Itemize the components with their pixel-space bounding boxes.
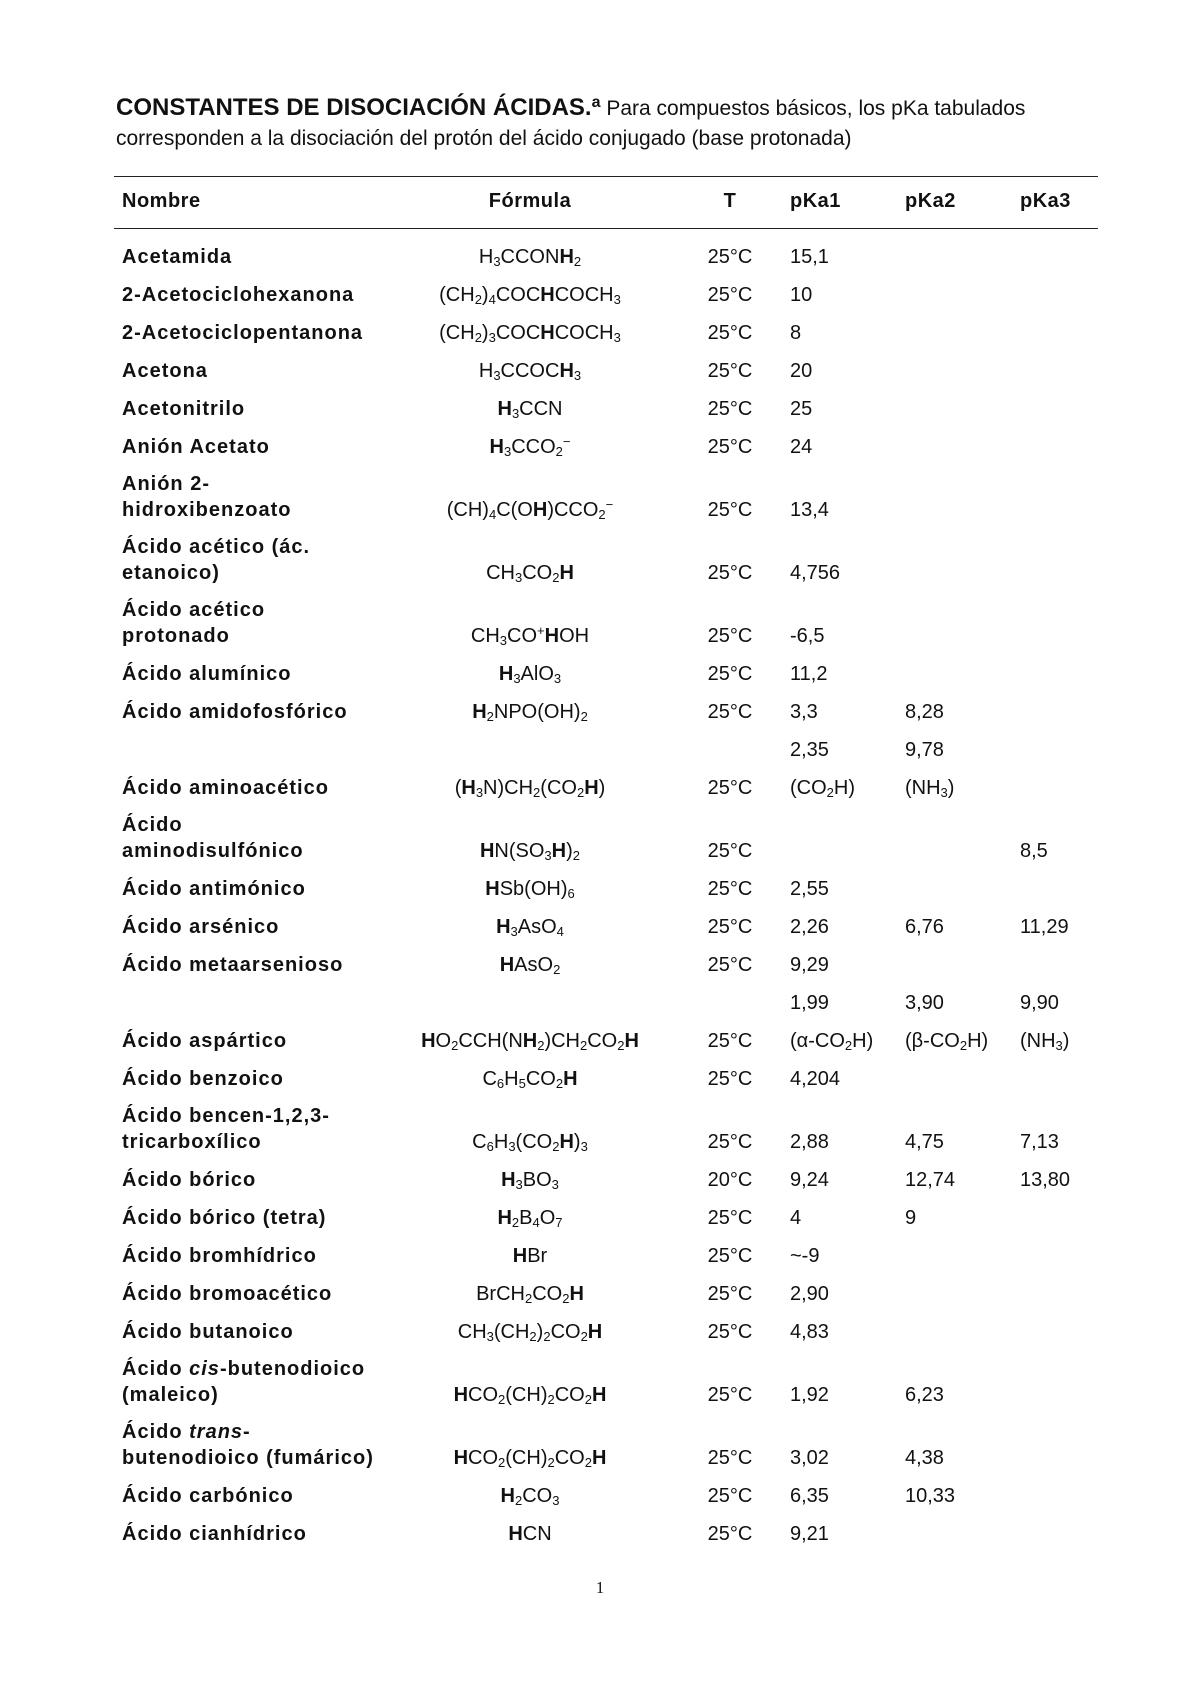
pka1-cell: 2,26 [790,916,829,938]
pka1-cell: 1,99 [790,992,829,1014]
pka1-cell: 4,83 [790,1321,829,1343]
table-row [0,870,1200,908]
table-row [0,1161,1200,1199]
compound-name: Ácido benzoico [122,1068,284,1090]
temperature-cell: 25°C [707,246,753,268]
temperature-cell: 25°C [707,1485,753,1507]
temperature-cell: 25°C [707,1245,753,1267]
compound-name: Ácido cianhídrico [122,1523,307,1545]
compound-formula: $HCO_2(CH)_2CO_2H$ [453,1384,607,1407]
compound-formula: $H_3CCO_2^-$ [489,434,571,459]
pka1-cell: 9,29 [790,954,829,976]
compound-name: Ácido alumínico [122,663,292,685]
compound-formula: $(CH_2)_3COCHCOCH_3$ [439,322,621,345]
temperature-cell: 25°C [707,625,753,647]
pka2-cell: 4,38 [905,1447,944,1469]
table-row [0,390,1200,428]
table-row [0,1237,1200,1275]
pka1-cell: $(\alpha-CO_2H)$ [790,1030,874,1053]
compound-formula: HBr [512,1245,548,1267]
table-row [0,1199,1200,1237]
compound-name: Ácido aminodisulfónico [122,814,304,862]
compound-name: Ácido carbónico [122,1485,294,1507]
pka2-cell: 3,90 [905,992,944,1014]
compound-formula: $H_2B_4O_7$ [497,1207,563,1230]
column-header-pka3: pKa3 [1020,190,1071,212]
compound-formula: $CH_3(CH_2)_2CO_2H$ [457,1321,603,1344]
temperature-cell: 25°C [707,1131,753,1153]
pka3-cell: 7,13 [1020,1131,1059,1153]
compound-name: Ácido cis-butenodioico (maleico) [122,1358,366,1406]
compound-name: Ácido acético protonado [122,599,266,647]
temperature-cell: 25°C [707,1030,753,1052]
compound-name: Ácido bromoacético [122,1283,333,1305]
pka1-cell: 20 [790,360,813,382]
pka1-cell: 4 [790,1207,802,1229]
temperature-cell: 25°C [707,1068,753,1090]
compound-formula: $H_3CCN$ [497,398,563,421]
compound-formula: $(CH)_4C(OH)CCO_2^-$ [446,497,614,522]
pka3-cell: 13,80 [1020,1169,1071,1191]
table-row [0,1313,1200,1351]
pka3-cell: $(NH_3)$ [1020,1030,1070,1053]
heading-footnote-mark: a [591,94,601,111]
temperature-cell: 25°C [707,916,753,938]
pka1-cell: $(CO_2H)$ [790,777,856,800]
pka1-cell: 2,88 [790,1131,829,1153]
compound-formula: $H_2NPO(OH)_2$ [472,701,588,724]
acid-table-body [0,238,1200,1553]
pka1-cell: -6,5 [790,625,825,647]
compound-name: 2-Acetociclohexanona [122,284,355,306]
compound-name: 2-Acetociclopentanona [122,322,364,344]
temperature-cell: 25°C [707,398,753,420]
compound-formula: $HN(SO_3H)_2$ [479,840,581,863]
table-row [0,769,1200,807]
table-row [0,529,1200,592]
compound-name: Ácido bencen-1,2,3- tricarboxílico [122,1105,330,1153]
pka1-cell: 1,92 [790,1384,829,1406]
pka2-cell: 6,23 [905,1384,944,1406]
compound-formula: $HO_2CCH(NH_2)CH_2CO_2H$ [421,1030,639,1053]
pka1-cell: 9,24 [790,1169,829,1191]
table-top-rule [114,176,1098,177]
pka1-cell: 13,4 [790,499,829,521]
page-number: 1 [595,1578,605,1597]
table-row [0,1098,1200,1161]
compound-formula: $H_3AlO_3$ [498,663,562,686]
compound-name: Ácido acético (ác. etanoico) [122,536,311,584]
table-row [0,238,1200,276]
table-row [0,466,1200,529]
compound-name: Acetonitrilo [122,398,246,420]
pka1-cell: 9,21 [790,1523,829,1545]
compound-name: Ácido arsénico [122,916,280,938]
pka2-cell: 4,75 [905,1131,944,1153]
table-row [0,1351,1200,1414]
temperature-cell: 25°C [707,1321,753,1343]
compound-name: Ácido butanoico [122,1321,294,1343]
compound-formula: $H_3CCONH_2$ [478,246,582,269]
pka1-cell: 2,90 [790,1283,829,1305]
pka2-cell: 12,74 [905,1169,956,1191]
table-row [0,693,1200,731]
compound-name: Ácido aminoacético [122,777,329,799]
compound-name: Ácido trans- butenodioico (fumárico) [122,1421,374,1469]
compound-formula: $H_2CO_3$ [500,1485,560,1508]
compound-name: Acetamida [122,246,233,268]
pka1-cell: 2,35 [790,739,829,761]
pka1-cell: 4,756 [790,562,841,584]
pka2-cell: 8,28 [905,701,944,723]
table-row [0,946,1200,984]
compound-formula: HCN [508,1523,552,1545]
heading-title: CONSTANTES DE DISOCIACIÓN ÁCIDAS. [116,94,592,121]
pka1-cell: 3,3 [790,701,818,723]
pka1-cell: 8 [790,322,802,344]
compound-name: Ácido bromhídrico [122,1245,317,1267]
pka2-cell: $(\beta-CO_2H)$ [905,1030,989,1053]
table-row [0,731,1200,769]
column-header-name: Nombre [122,190,201,212]
compound-formula: $BrCH_2CO_2H$ [476,1283,584,1306]
compound-formula: $(H_3N)CH_2(CO_2H)$ [454,777,606,800]
pka1-cell: 3,02 [790,1447,829,1469]
temperature-cell: 25°C [707,954,753,976]
temperature-cell: 25°C [707,499,753,521]
pka1-cell: ~-9 [790,1245,820,1267]
pka1-cell: 25 [790,398,813,420]
table-row [0,908,1200,946]
temperature-cell: 25°C [707,562,753,584]
table-row [0,276,1200,314]
compound-formula: $H_3CCOCH_3$ [478,360,582,383]
pka3-cell: 8,5 [1020,840,1048,862]
compound-formula: $C_6H_5CO_2H$ [482,1068,578,1091]
table-row [0,655,1200,693]
pka1-cell: 6,35 [790,1485,829,1507]
temperature-cell: 25°C [707,701,753,723]
pka2-cell: 9 [905,1207,917,1229]
pka3-cell: 9,90 [1020,992,1059,1014]
compound-name: Ácido amidofosfórico [122,701,348,723]
pka2-cell: 6,76 [905,916,944,938]
table-row [0,592,1200,655]
temperature-cell: 20°C [707,1169,753,1191]
compound-name: Ácido bórico (tetra) [122,1207,327,1229]
compound-formula: $CH_3CO^+HOH$ [470,623,590,648]
pka1-cell: 24 [790,436,813,458]
compound-name: Ácido metaarsenioso [122,954,344,976]
table-row [0,1275,1200,1313]
column-header-formula: Fórmula [488,190,572,212]
compound-formula: $HCO_2(CH)_2CO_2H$ [453,1447,607,1470]
compound-formula: $H_3BO_3$ [501,1169,559,1192]
column-header-pka1: pKa1 [790,190,841,212]
compound-name: Anión Acetato [122,436,270,458]
temperature-cell: 25°C [707,1283,753,1305]
heading-note: Para compuestos básicos, los pKa tabulados corresponden a la disociación del protón del ácido conjugado (base protonada) [116,97,1026,150]
temperature-cell: 25°C [707,436,753,458]
pka2-cell: $(NH_3)$ [905,777,955,800]
table-row [0,1414,1200,1477]
temperature-cell: 25°C [707,1523,753,1545]
compound-name: Anión 2- hidroxibenzoato [122,473,292,521]
compound-formula: $HSb(OH)_6$ [485,878,575,901]
compound-name: Acetona [122,360,208,382]
pka1-cell: 4,204 [790,1068,841,1090]
pka2-cell: 9,78 [905,739,944,761]
compound-name: Ácido aspártico [122,1030,288,1052]
column-header-pka2: pKa2 [905,190,956,212]
compound-formula: $C_6H_3(CO_2H)_3$ [472,1131,588,1154]
pka1-cell: 15,1 [790,246,829,268]
pka1-cell: 2,55 [790,878,829,900]
compound-name: Ácido bórico [122,1169,257,1191]
table-row [0,1022,1200,1060]
table-row [0,807,1200,870]
temperature-cell: 25°C [707,360,753,382]
compound-formula: $H_3AsO_4$ [496,916,564,939]
temperature-cell: 25°C [707,322,753,344]
compound-name: Ácido antimónico [122,878,306,900]
pka3-cell: 11,29 [1020,916,1069,938]
temperature-cell: 25°C [707,1207,753,1229]
temperature-cell: 25°C [707,777,753,799]
table-row [0,1477,1200,1515]
temperature-cell: 25°C [707,878,753,900]
pka1-cell: 10 [790,284,813,306]
pka1-cell: 11,2 [790,663,828,685]
temperature-cell: 25°C [707,663,753,685]
table-row [0,428,1200,466]
compound-formula: HAsO$_2$ [499,954,561,977]
temperature-cell: 25°C [707,840,753,862]
temperature-cell: 25°C [707,1384,753,1406]
compound-formula: $CH_3CO_2H$ [486,562,574,585]
column-header-temperature: T [723,190,737,212]
table-row [0,1515,1200,1553]
pka2-cell: 10,33 [905,1485,956,1507]
table-row [0,352,1200,390]
table-header-rule [114,228,1098,229]
compound-formula: $(CH_2)_4COCHCOCH_3$ [439,284,621,307]
table-row [0,314,1200,352]
temperature-cell: 25°C [707,1447,753,1469]
temperature-cell: 25°C [707,284,753,306]
table-row [0,1060,1200,1098]
document-heading [116,88,1106,154]
table-row [0,984,1200,1022]
